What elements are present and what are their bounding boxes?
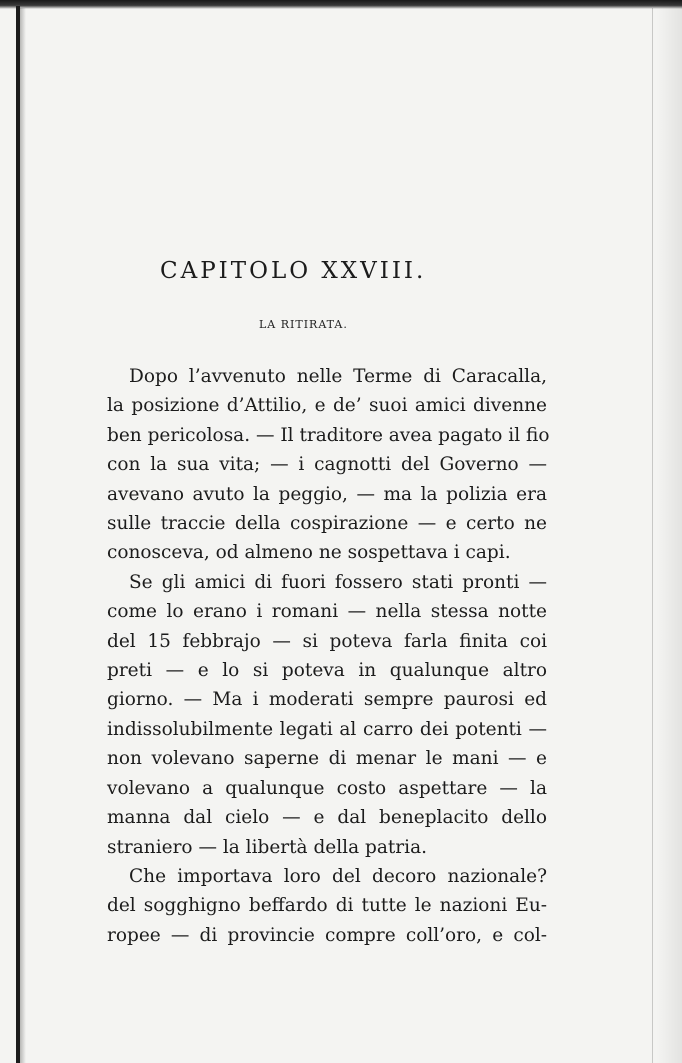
page-right-edge-shadow [656, 0, 682, 1063]
paragraph-2 [107, 568, 547, 862]
text-line: con la sua vita; — i cagnotti del Governo — [107, 454, 547, 476]
text-line: manna dal cielo — e dal beneplacito dello [107, 807, 547, 829]
text-line: indissolubilmente legati al carro dei potenti — [107, 718, 547, 740]
text-line: non volevano saperne di menar le mani — e [107, 748, 547, 770]
text-line: del 15 febbrajo — si poteva farla finita coi [107, 630, 547, 652]
text-line: Dopo l’avvenuto nelle Terme di Caracalla, [129, 366, 547, 387]
text-line: Che importava loro del decoro nazionale? [129, 865, 547, 887]
text-line: ben pericolosa. — Il traditore avea pagato il fio [107, 424, 550, 446]
text-line: conosceva, od almeno ne sospettava i capi. [107, 542, 511, 564]
text-line: Se gli amici di fuori fossero stati pronti — [129, 571, 547, 593]
text-line: del sogghigno beffardo di tutte le nazioni Eu- [107, 895, 547, 917]
text-line: sulle traccie della cospirazione — e certo ne [107, 513, 547, 535]
body-text [107, 362, 550, 950]
paragraph-1 [107, 362, 550, 568]
text-line: preti — e lo si poteva in qualunque altro [107, 660, 547, 682]
chapter-title: CAPITOLO XXVIII. [160, 258, 427, 284]
page-right-edge-line [652, 8, 653, 1063]
text-line: la posizione d’Attilio, e de’ suoi amici divenne [107, 395, 547, 417]
text-line: come lo erano i romani — nella stessa notte [107, 601, 547, 623]
chapter-subtitle: LA RITIRATA. [259, 318, 348, 331]
text-line: avevano avuto la peggio, — ma la polizia era [107, 483, 547, 505]
paragraph-3 [107, 862, 547, 950]
spine-shadow [20, 8, 26, 1063]
page-top-edge-shadow [0, 0, 682, 9]
text-line: volevano a qualunque costo aspettare — la [107, 777, 547, 799]
text-line: ropee — di provincie compre coll’oro, e col- [107, 924, 547, 946]
text-line: giorno. — Ma i moderati sempre paurosi ed [107, 689, 547, 711]
text-line: straniero — la libertà della patria. [107, 836, 427, 858]
